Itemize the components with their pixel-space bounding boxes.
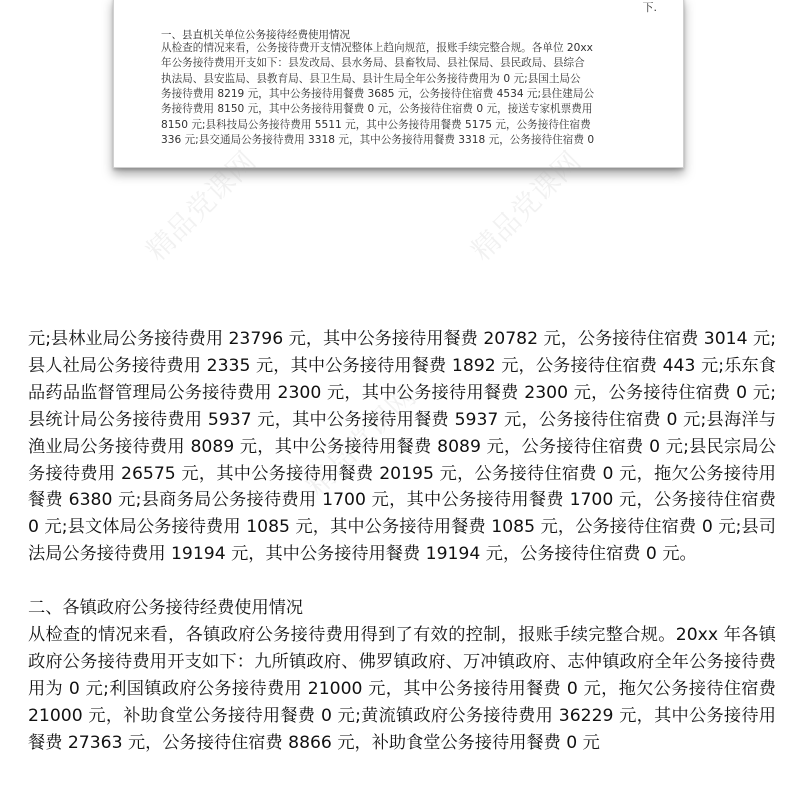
preview-line: 务接待费用 8150 元，其中公务接待用餐费 0 元，公务接待住宿费 0 元，接送专家机票费用 [161, 103, 593, 115]
preview-line: 从检查的情况来看，公务接待费开支情况整体上趋向规范，报账手续完整合规。各单位 20xx [161, 42, 593, 54]
body-paragraph: 从检查的情况来看，各镇政府公务接待费用得到了有效的控制，报账手续完整合规。20xx 年各镇政府公务接待费用开支如下：九所镇政府、佛罗镇政府、万冲镇政府、志仲镇政府全年公务接待费用为 0 元;利国镇政府公务接待费用 21000 元，其中公务接待用餐费 0 元，拖欠公务接待住宿费 21000 元，补助食堂公务接待用餐费 0 元;黄流镇政府公务接待费用 36229 元，其中公务接待用餐费 27363 元，公务接待住宿费 8866 元，补助食堂公务接待用餐费 0 元 [28, 624, 776, 753]
preview-line: 执法局、县安监局、县教育局、县卫生局、县计生局全年公务接待费用为 0 元;县国土局公 [161, 73, 581, 85]
preview-line: 8150 元;县科技局公务接待费用 5511 元，其中公务接待用餐费 5175 元，公务接待住宿费 [161, 119, 591, 131]
section-heading: 二、各镇政府公务接待经费使用情况 [28, 598, 304, 619]
watermark-text: 精品党课网 [139, 144, 263, 268]
body-paragraph: 元;县林业局公务接待费用 23796 元，其中公务接待用餐费 20782 元，公务接待住宿费 3014 元;县人社局公务接待费用 2335 元，其中公务接待用餐费 1892 元，公务接待住宿费 443 元;乐东食品药品监督管理局公务接待费用 2300 元，其中公务接待用餐费 2300 元，公务接待住宿费 0 元;县统计局公务接待费用 5937 元，其中公务接待用餐费 5937 元，公务接待住宿费 0 元;县海洋与渔业局公务接待费用 8089 元，其中公务接待用餐费 8089 元，公务接待住宿费 0 元;县民宗局公务接待费用 26575 元，其中公务接待用餐费 20195 元，公务接待住宿费 0 元，拖欠公务接待用餐费 6380 元;县商务局公务接待费用 1700 元，其中公务接待用餐费 1700 元，公务接待住宿费 0 元;县文体局公务接待费用 1085 元，其中公务接待用餐费 1085 元，公务接待住宿费 0 元;县司法局公务接待费用 19194 元，其中公务接待用餐费 19194 元，公务接待住宿费 0 元。 [28, 329, 776, 565]
preview-line: 年公务接待费用开支如下：县发改局、县水务局、县畜牧局、县社保局、县民政局、县综合 [161, 57, 585, 69]
document-body [28, 326, 776, 756]
preview-top-fragment: 下. [642, 1, 657, 14]
preview-line: 务接待费用 8219 元，其中公务接待用餐费 3685 元，公务接待住宿费 4534 元;县住建局公 [161, 88, 595, 100]
document-preview-card [113, 0, 684, 168]
preview-section-heading: 一、县直机关单位公务接待经费使用情况 [161, 29, 350, 41]
watermark-text: 精品党课网 [464, 144, 588, 268]
watermark-text: 精品党课网 [299, 379, 423, 503]
preview-line: 336 元;县交通局公务接待费用 3318 元，其中公务接待用餐费 3318 元，公务接待住宿费 0 [161, 134, 595, 146]
